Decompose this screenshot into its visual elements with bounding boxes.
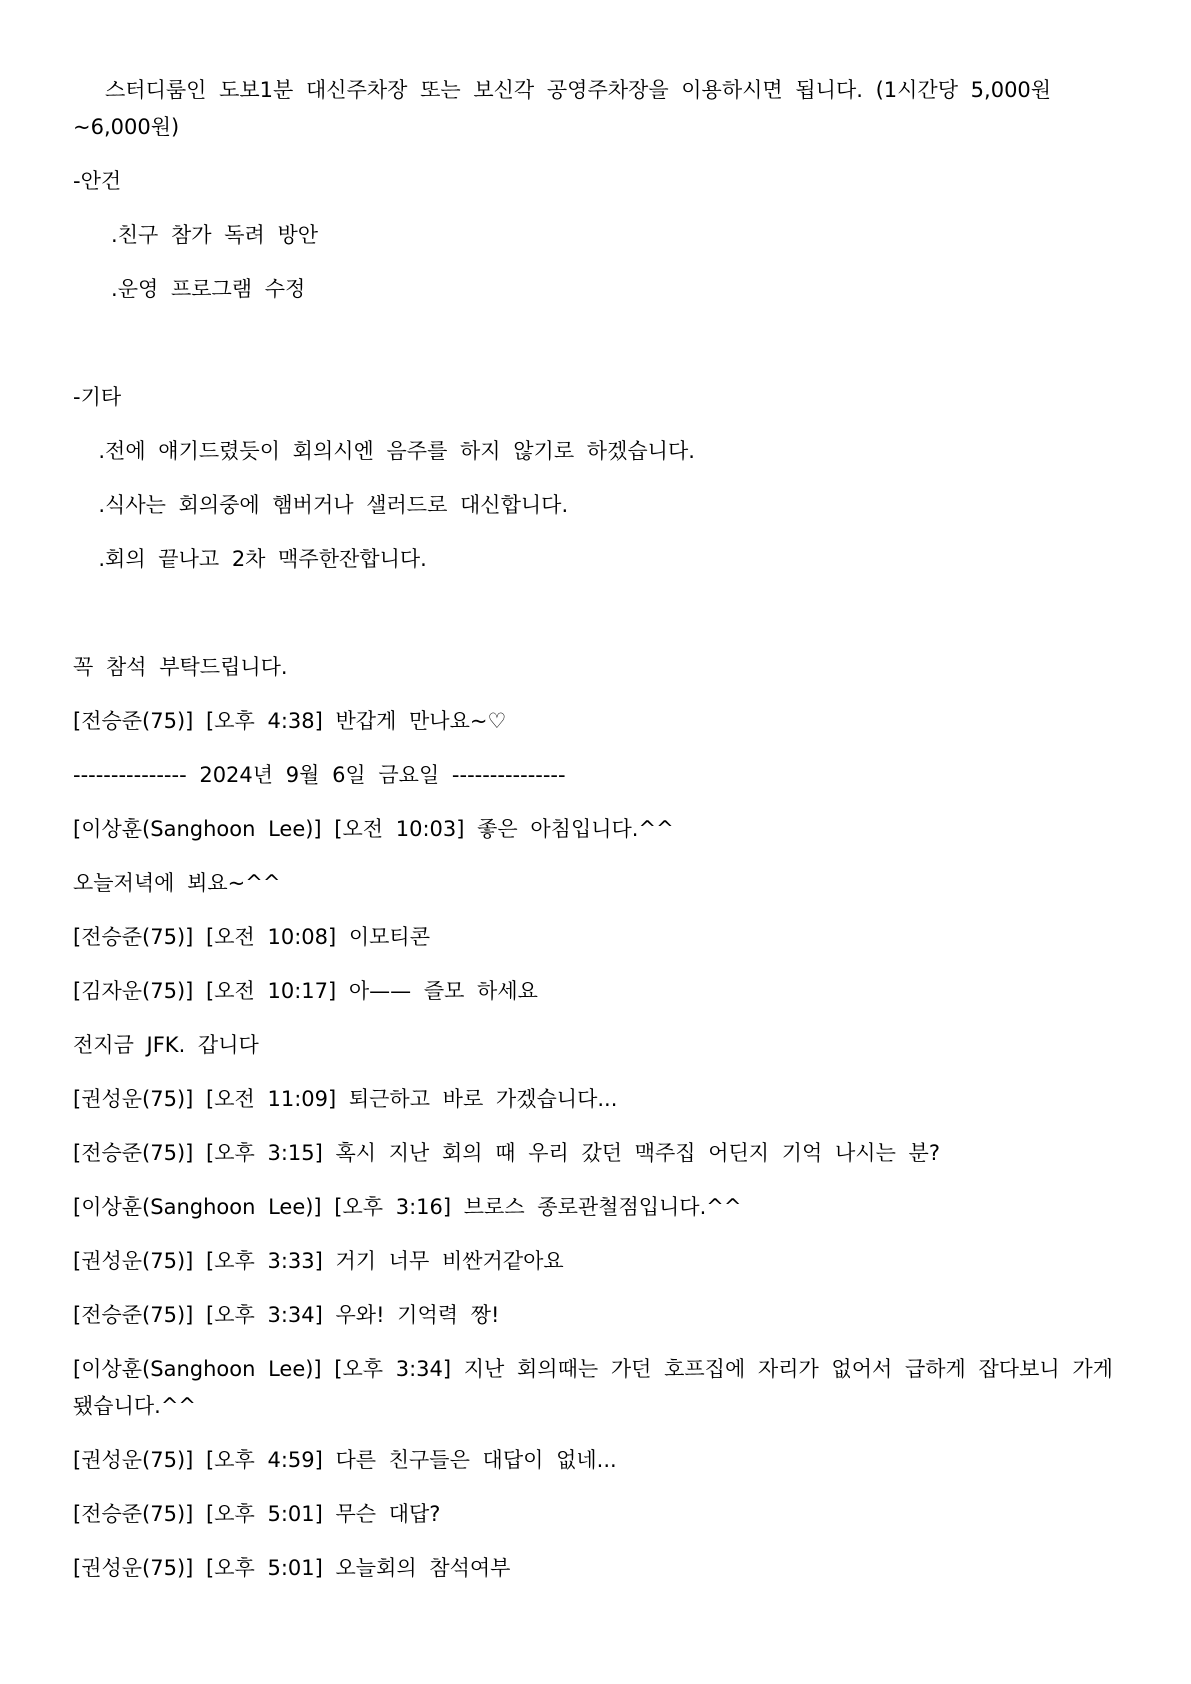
agenda-heading: -안건: [73, 169, 122, 193]
chat-message: [전승준(75)] [오후 3:15] 혹시 지난 회의 때 우리 갔던 맥주집 어딘지 기억 나시는 분?: [73, 1141, 940, 1165]
chat-message: [이상훈(Sanghoon Lee)] [오전 10:03] 좋은 아침입니다.^^: [73, 817, 674, 841]
parking-info-paragraph: 스터디룸인 도보1분 대신주차장 또는 보신각 공영주차장을 이용하시면 됩니다. (1시간당 5,000원 ~6,000원): [73, 78, 1064, 139]
chat-message: [권성운(75)] [오후 4:59] 다른 친구들은 대답이 없네...: [73, 1448, 617, 1472]
misc-item: .전에 얘기드렸듯이 회의시엔 음주를 하지 않기로 하겠습니다.: [73, 439, 695, 463]
closing-line: 꼭 참석 부탁드립니다.: [73, 655, 288, 679]
chat-message: [권성운(75)] [오후 3:33] 거기 너무 비싼거같아요: [73, 1249, 564, 1273]
misc-heading: -기타: [73, 385, 122, 409]
blank-line: [73, 325, 1123, 379]
chat-message: [권성운(75)] [오전 11:09] 퇴근하고 바로 가겠습니다...: [73, 1087, 618, 1111]
chat-message: [권성운(75)] [오후 5:01] 오늘회의 참석여부: [73, 1556, 511, 1580]
chat-message: [전승준(75)] [오후 3:34] 우와! 기억력 짱!: [73, 1303, 500, 1327]
document-body: [73, 72, 1126, 1604]
chat-message: 전지금 JFK. 갑니다: [73, 1033, 259, 1057]
date-divider: --------------- 2024년 9월 6일 금요일 ---------------: [73, 763, 566, 787]
chat-message: [김자운(75)] [오전 10:17] 아—— 즐모 하세요: [73, 979, 538, 1003]
agenda-item: .친구 참가 독려 방안: [73, 223, 319, 247]
chat-message: 오늘저녁에 뵈요~^^: [73, 871, 281, 895]
chat-message: [이상훈(Sanghoon Lee)] [오후 3:34] 지난 회의때는 가던 호프집에 자리가 없어서 급하게 잡다보니 가게 됐습니다.^^: [73, 1357, 1126, 1418]
misc-item: .식사는 회의중에 햄버거나 샐러드로 대신합니다.: [73, 493, 569, 517]
agenda-item: .운영 프로그램 수정: [73, 277, 306, 301]
blank-line: [73, 595, 1123, 649]
misc-item: .회의 끝나고 2차 맥주한잔합니다.: [73, 547, 427, 571]
chat-message: [전승준(75)] [오후 5:01] 무슨 대답?: [73, 1502, 441, 1526]
chat-message: [이상훈(Sanghoon Lee)] [오후 3:16] 브로스 종로관철점입니다.^^: [73, 1195, 742, 1219]
chat-message: [전승준(75)] [오후 4:38] 반갑게 만나요~♡: [73, 709, 507, 733]
chat-message: [전승준(75)] [오전 10:08] 이모티콘: [73, 925, 430, 949]
